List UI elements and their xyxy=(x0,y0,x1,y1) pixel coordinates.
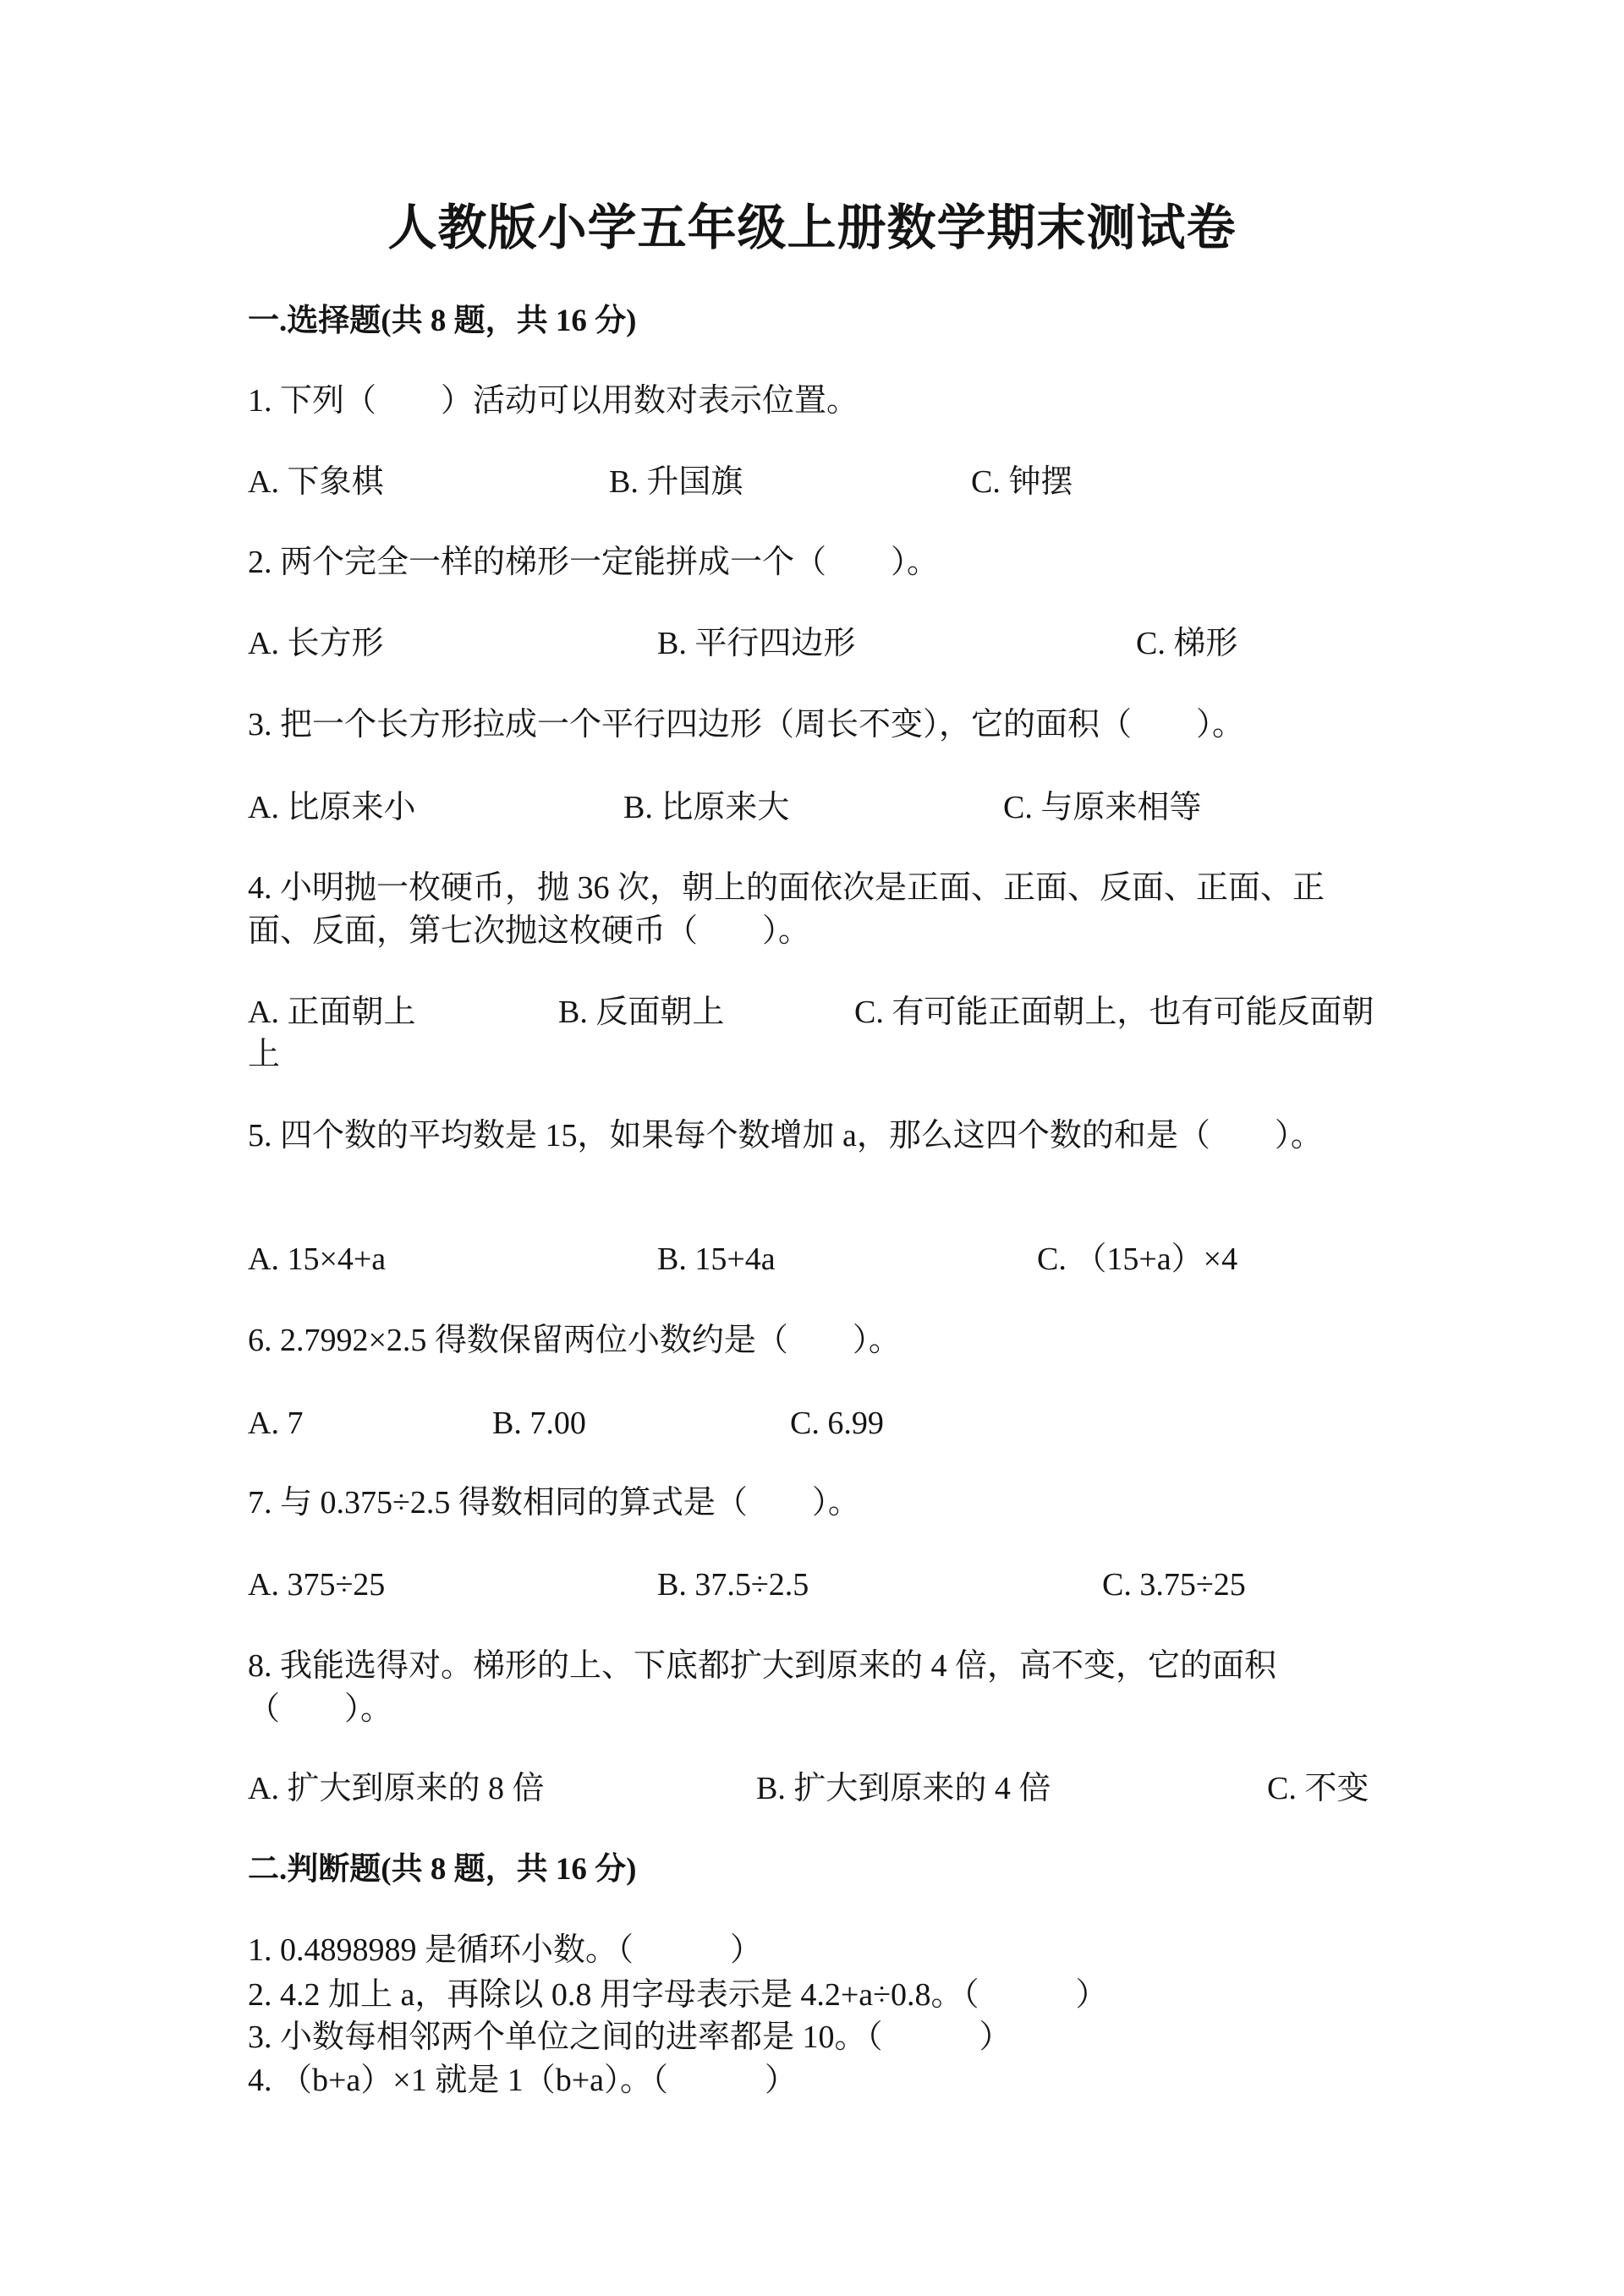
question-4-option-c: C. 有可能正面朝上，也有可能反面朝 xyxy=(854,995,1374,1030)
question-4-option-a: A. 正面朝上 xyxy=(248,995,416,1030)
question-4-text-line-2: 面、反面，第七次抛这枚硬币（ ）。 xyxy=(248,913,811,949)
question-1-option-a: A. 下象棋 xyxy=(248,464,384,500)
question-5-option-b: B. 15+4a xyxy=(657,1241,776,1277)
question-8-option-a: A. 扩大到原来的 8 倍 xyxy=(248,1771,545,1806)
judgment-item-1: 1. 0.4898989 是循环小数。（ ） xyxy=(248,1932,763,1968)
question-7-option-c: C. 3.75÷25 xyxy=(1102,1567,1246,1603)
question-3-option-a: A. 比原来小 xyxy=(248,790,416,825)
question-8-text-line-2: （ ）。 xyxy=(248,1691,393,1727)
section-heading-choice: 一.选择题(共 8 题，共 16 分) xyxy=(248,304,637,338)
question-1-option-b: B. 升国旗 xyxy=(609,464,743,500)
question-2-text: 2. 两个完全一样的梯形一定能拼成一个（ ）。 xyxy=(248,545,940,580)
question-2-option-b: B. 平行四边形 xyxy=(657,626,856,661)
question-2-option-a: A. 长方形 xyxy=(248,626,384,661)
page-title: 人教版小学五年级上册数学期末测试卷 xyxy=(387,200,1237,255)
question-7-option-a: A. 375÷25 xyxy=(248,1567,386,1603)
question-7-option-b: B. 37.5÷2.5 xyxy=(657,1567,809,1603)
question-6-text: 6. 2.7992×2.5 得数保留两位小数约是（ ）。 xyxy=(248,1323,901,1358)
question-6-option-b: B. 7.00 xyxy=(492,1406,586,1441)
question-4-option-c-wrap: 上 xyxy=(248,1037,281,1072)
judgment-item-3: 3. 小数每相邻两个单位之间的进率都是 10。（ ） xyxy=(248,2019,1012,2055)
question-8-option-c: C. 不变 xyxy=(1267,1771,1369,1806)
question-6-option-c: C. 6.99 xyxy=(790,1406,884,1441)
question-4-option-b: B. 反面朝上 xyxy=(558,995,725,1030)
judgment-item-4: 4. （b+a）×1 就是 1（b+a）。（ ） xyxy=(248,2063,798,2098)
question-3-text: 3. 把一个长方形拉成一个平行四边形（周长不变），它的面积（ ）。 xyxy=(248,707,1245,743)
question-2-option-c: C. 梯形 xyxy=(1136,626,1238,661)
question-1-option-c: C. 钟摆 xyxy=(971,464,1073,500)
question-7-text: 7. 与 0.375÷2.5 得数相同的算式是（ ）。 xyxy=(248,1485,860,1521)
judgment-item-2: 2. 4.2 加上 a，再除以 0.8 用字母表示是 4.2+a÷0.8。（ ） xyxy=(248,1977,1108,2013)
question-3-option-b: B. 比原来大 xyxy=(623,790,790,825)
question-1-text: 1. 下列（ ）活动可以用数对表示位置。 xyxy=(248,383,859,419)
question-6-option-a: A. 7 xyxy=(248,1406,304,1441)
question-3-option-c: C. 与原来相等 xyxy=(1003,790,1202,825)
question-8-text-line-1: 8. 我能选得对。梯形的上、下底都扩大到原来的 4 倍，高不变，它的面积 xyxy=(248,1648,1277,1684)
question-8-option-b: B. 扩大到原来的 4 倍 xyxy=(756,1771,1051,1806)
question-5-option-c: C. （15+a）×4 xyxy=(1037,1241,1238,1277)
question-5-option-a: A. 15×4+a xyxy=(248,1241,387,1277)
section-heading-judgment: 二.判断题(共 8 题，共 16 分) xyxy=(248,1852,637,1887)
question-5-text: 5. 四个数的平均数是 15，如果每个数增加 a，那么这四个数的和是（ ）。 xyxy=(248,1118,1323,1153)
question-4-text-line-1: 4. 小明抛一枚硬币，抛 36 次，朝上的面依次是正面、正面、反面、正面、正 xyxy=(248,870,1325,906)
